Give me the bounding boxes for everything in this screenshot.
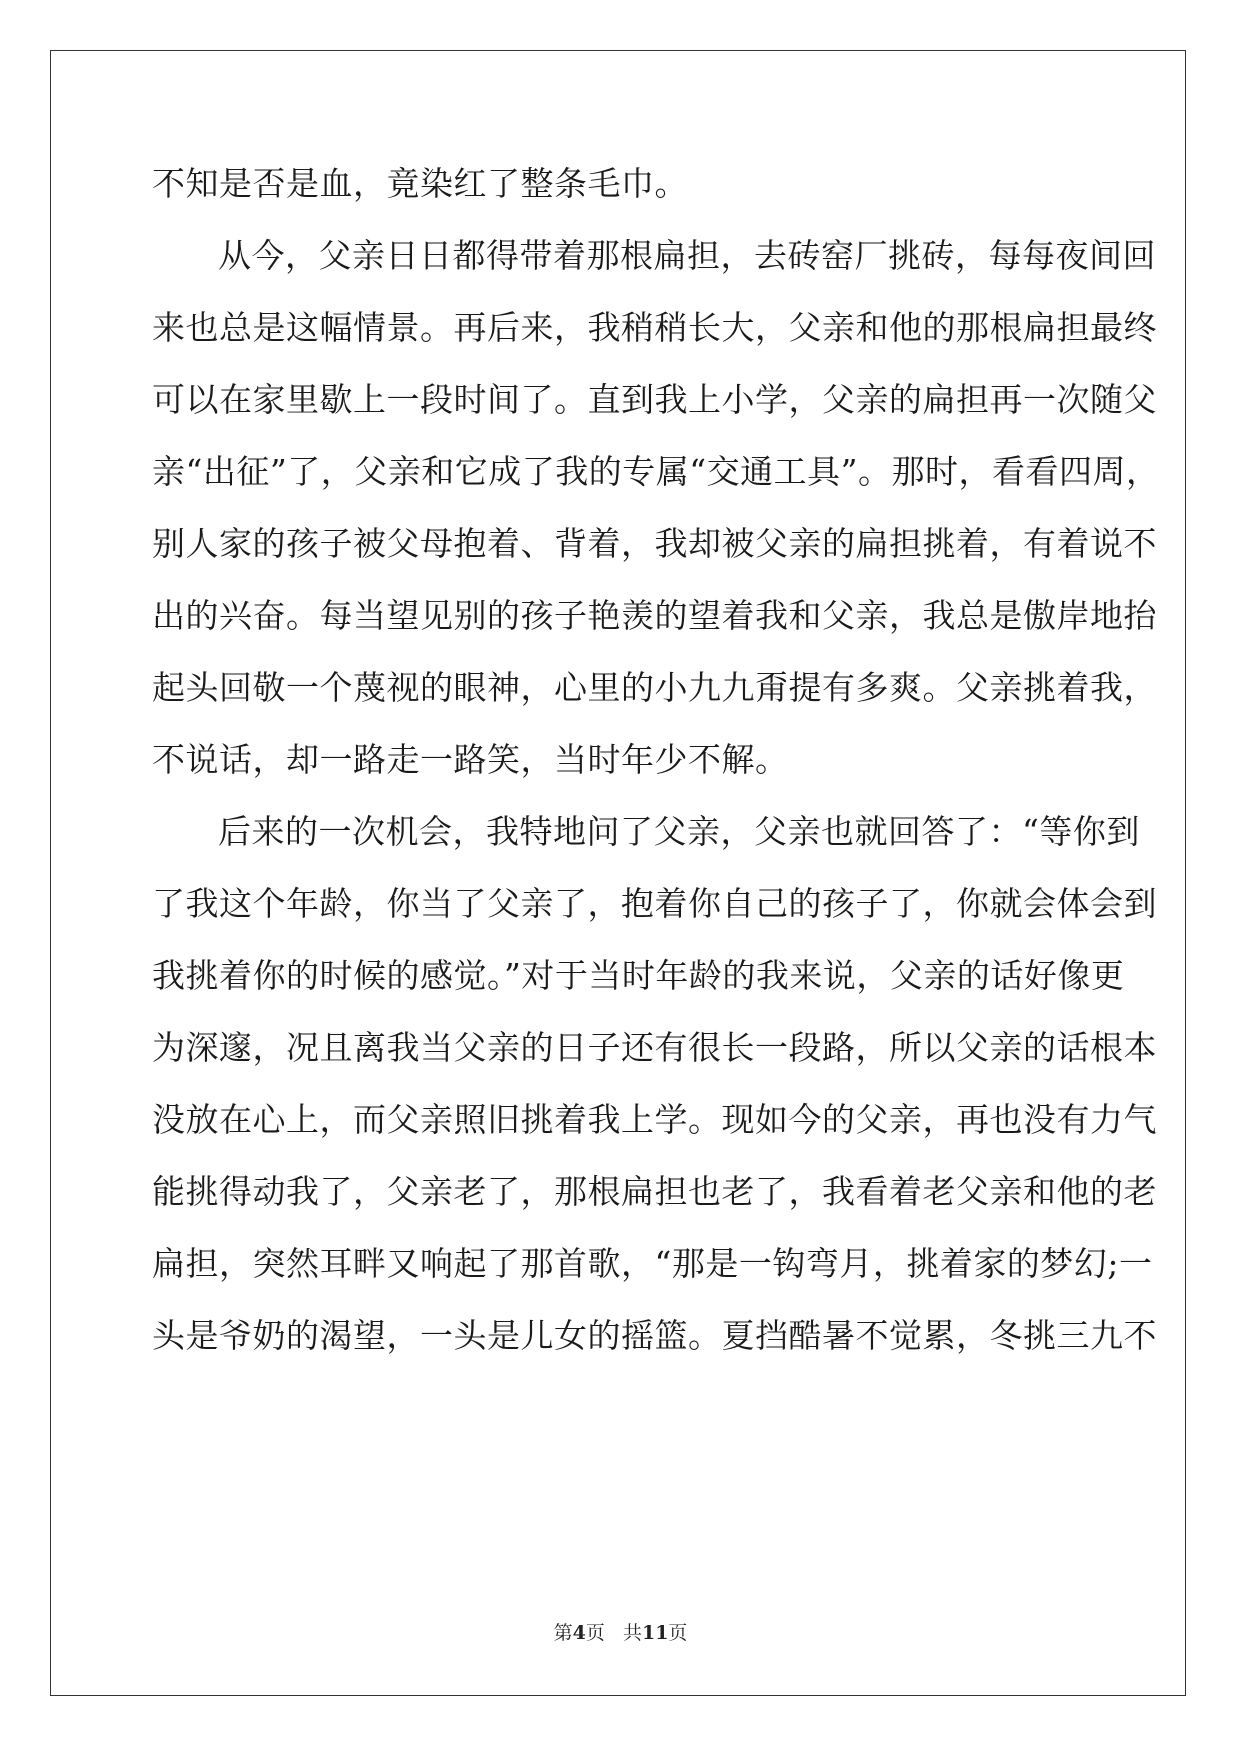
footer-total-prefix: 共 (622, 1622, 642, 1644)
text-line: 亲“出征”了，父亲和它成了我的专属“交通工具”。那时，看看四周， (152, 452, 1160, 491)
text-line: 不说话，却一路走一路笑，当时年少不解。 (152, 740, 789, 779)
text-line: 了我这个年龄，你当了父亲了，抱着你自己的孩子了，你就会体会到 (152, 884, 1157, 923)
text-line: 起头回敬一个蔑视的眼神，心里的小九九甭提有多爽。父亲挑着我， (152, 668, 1157, 707)
text-line: 不知是否是血，竟染红了整条毛巾。 (152, 164, 688, 203)
text-line: 没放在心上，而父亲照旧挑着我上学。现如今的父亲，再也没有力气 (152, 1100, 1157, 1139)
page-footer (0, 1618, 1241, 1645)
footer-page-number: 4 (572, 1622, 586, 1644)
footer-total-suffix: 页 (668, 1622, 688, 1644)
text-line: 为深邃，况且离我当父亲的日子还有很长一段路，所以父亲的话根本 (152, 1028, 1157, 1067)
text-line: 可以在家里歇上一段时间了。直到我上小学，父亲的扁担再一次随父 (152, 380, 1157, 419)
paragraph-start-line: 后来的一次机会，我特地问了父亲，父亲也就回答了：“等你到 (218, 812, 1140, 851)
footer-page-suffix: 页 (585, 1622, 605, 1644)
text-line: 能挑得动我了，父亲老了，那根扁担也老了，我看着老父亲和他的老 (152, 1172, 1157, 1211)
text-line: 扁担，突然耳畔又响起了那首歌，“那是一钩弯月，挑着家的梦幻;一 (152, 1244, 1153, 1283)
text-line: 我挑着你的时候的感觉。”对于当时年龄的我来说，父亲的话好像更 (152, 956, 1125, 995)
text-line: 头是爷奶的渴望，一头是儿女的摇篮。夏挡酷暑不觉累，冬挑三九不 (152, 1316, 1157, 1355)
footer-page-prefix: 第 (553, 1622, 573, 1644)
text-line: 来也总是这幅情景。再后来，我稍稍长大，父亲和他的那根扁担最终 (152, 308, 1157, 347)
footer-total-pages: 11 (641, 1622, 669, 1644)
page-border (50, 50, 1186, 1696)
text-line: 出的兴奋。每当望见别的孩子艳羡的望着我和父亲，我总是傲岸地抬 (152, 596, 1157, 635)
text-line: 别人家的孩子被父母抱着、背着，我却被父亲的扁担挑着，有着说不 (152, 524, 1157, 563)
paragraph-start-line: 从今，父亲日日都得带着那根扁担，去砖窑厂挑砖，每每夜间回 (218, 236, 1156, 275)
